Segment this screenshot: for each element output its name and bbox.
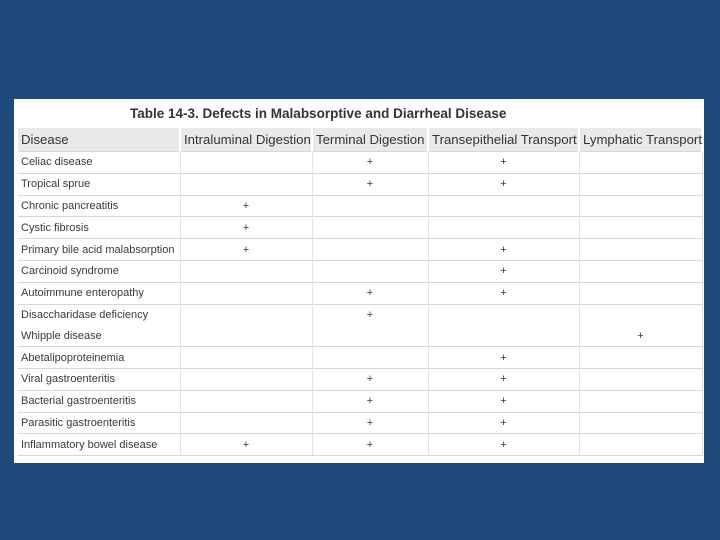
disease-name: Inflammatory bowel disease (18, 434, 180, 456)
intraluminal-mark (180, 412, 312, 434)
disease-name: Viral gastroenteritis (18, 368, 180, 390)
defects-table (18, 128, 703, 456)
lymphatic-mark (579, 282, 702, 304)
transepithelial-mark: + (428, 282, 579, 304)
intraluminal-mark (180, 304, 312, 325)
disease-name: Whipple disease (18, 325, 180, 346)
transepithelial-mark: + (428, 239, 579, 261)
terminal-mark: + (312, 282, 428, 304)
table-row (18, 368, 702, 390)
header-terminal-digestion: Terminal Digestion (312, 128, 428, 152)
transepithelial-mark (428, 195, 579, 217)
terminal-mark: + (312, 412, 428, 434)
lymphatic-mark (579, 368, 702, 390)
table-row (18, 412, 702, 434)
transepithelial-mark: + (428, 368, 579, 390)
transepithelial-mark (428, 304, 579, 325)
table-row (18, 152, 702, 174)
disease-name: Primary bile acid malabsorption (18, 239, 180, 261)
table-row (18, 260, 702, 282)
lymphatic-mark (579, 434, 702, 456)
table-row (18, 282, 702, 304)
header-transepithelial-transport: Transepithelial Transport (428, 128, 579, 152)
terminal-mark: + (312, 390, 428, 412)
disease-name: Bacterial gastroenteritis (18, 390, 180, 412)
disease-name: Chronic pancreatitis (18, 195, 180, 217)
transepithelial-mark: + (428, 347, 579, 369)
intraluminal-mark: + (180, 217, 312, 239)
terminal-mark (312, 325, 428, 346)
transepithelial-mark: + (428, 152, 579, 174)
table-row (18, 304, 702, 325)
terminal-mark (312, 239, 428, 261)
disease-name: Cystic fibrosis (18, 217, 180, 239)
intraluminal-mark: + (180, 195, 312, 217)
lymphatic-mark (579, 390, 702, 412)
disease-name: Autoimmune enteropathy (18, 282, 180, 304)
table-row (18, 434, 702, 456)
table-title: Table 14-3. Defects in Malabsorptive and Diarrheal Disease (130, 106, 507, 121)
disease-name: Abetalipoproteinemia (18, 347, 180, 369)
terminal-mark: + (312, 368, 428, 390)
transepithelial-mark: + (428, 434, 579, 456)
terminal-mark (312, 217, 428, 239)
terminal-mark (312, 260, 428, 282)
lymphatic-mark (579, 304, 702, 325)
table-row (18, 195, 702, 217)
transepithelial-mark (428, 325, 579, 346)
table-body (18, 152, 702, 456)
header-lymphatic-transport: Lymphatic Transport (579, 128, 702, 152)
transepithelial-mark: + (428, 412, 579, 434)
transepithelial-mark (428, 217, 579, 239)
lymphatic-mark (579, 152, 702, 174)
lymphatic-mark (579, 412, 702, 434)
disease-name: Disaccharidase deficiency (18, 304, 180, 325)
table-image (14, 99, 704, 463)
table-row (18, 325, 702, 346)
table-row (18, 239, 702, 261)
intraluminal-mark (180, 152, 312, 174)
lymphatic-mark (579, 217, 702, 239)
lymphatic-mark (579, 347, 702, 369)
intraluminal-mark: + (180, 434, 312, 456)
disease-name: Carcinoid syndrome (18, 260, 180, 282)
intraluminal-mark (180, 282, 312, 304)
intraluminal-mark (180, 390, 312, 412)
header-disease: Disease (18, 128, 180, 152)
intraluminal-mark: + (180, 239, 312, 261)
intraluminal-mark (180, 368, 312, 390)
transepithelial-mark: + (428, 390, 579, 412)
transepithelial-mark: + (428, 173, 579, 195)
terminal-mark: + (312, 434, 428, 456)
table-row (18, 217, 702, 239)
header-intraluminal-digestion: Intraluminal Digestion (180, 128, 312, 152)
intraluminal-mark (180, 347, 312, 369)
disease-name: Tropical sprue (18, 173, 180, 195)
table-header-row (18, 128, 702, 152)
table-row (18, 173, 702, 195)
terminal-mark: + (312, 304, 428, 325)
intraluminal-mark (180, 173, 312, 195)
terminal-mark: + (312, 173, 428, 195)
table-row (18, 347, 702, 369)
lymphatic-mark (579, 173, 702, 195)
transepithelial-mark: + (428, 260, 579, 282)
terminal-mark (312, 195, 428, 217)
lymphatic-mark: + (579, 325, 702, 346)
lymphatic-mark (579, 260, 702, 282)
intraluminal-mark (180, 325, 312, 346)
disease-name: Parasitic gastroenteritis (18, 412, 180, 434)
disease-name: Celiac disease (18, 152, 180, 174)
lymphatic-mark (579, 195, 702, 217)
terminal-mark (312, 347, 428, 369)
lymphatic-mark (579, 239, 702, 261)
terminal-mark: + (312, 152, 428, 174)
table-row (18, 390, 702, 412)
intraluminal-mark (180, 260, 312, 282)
